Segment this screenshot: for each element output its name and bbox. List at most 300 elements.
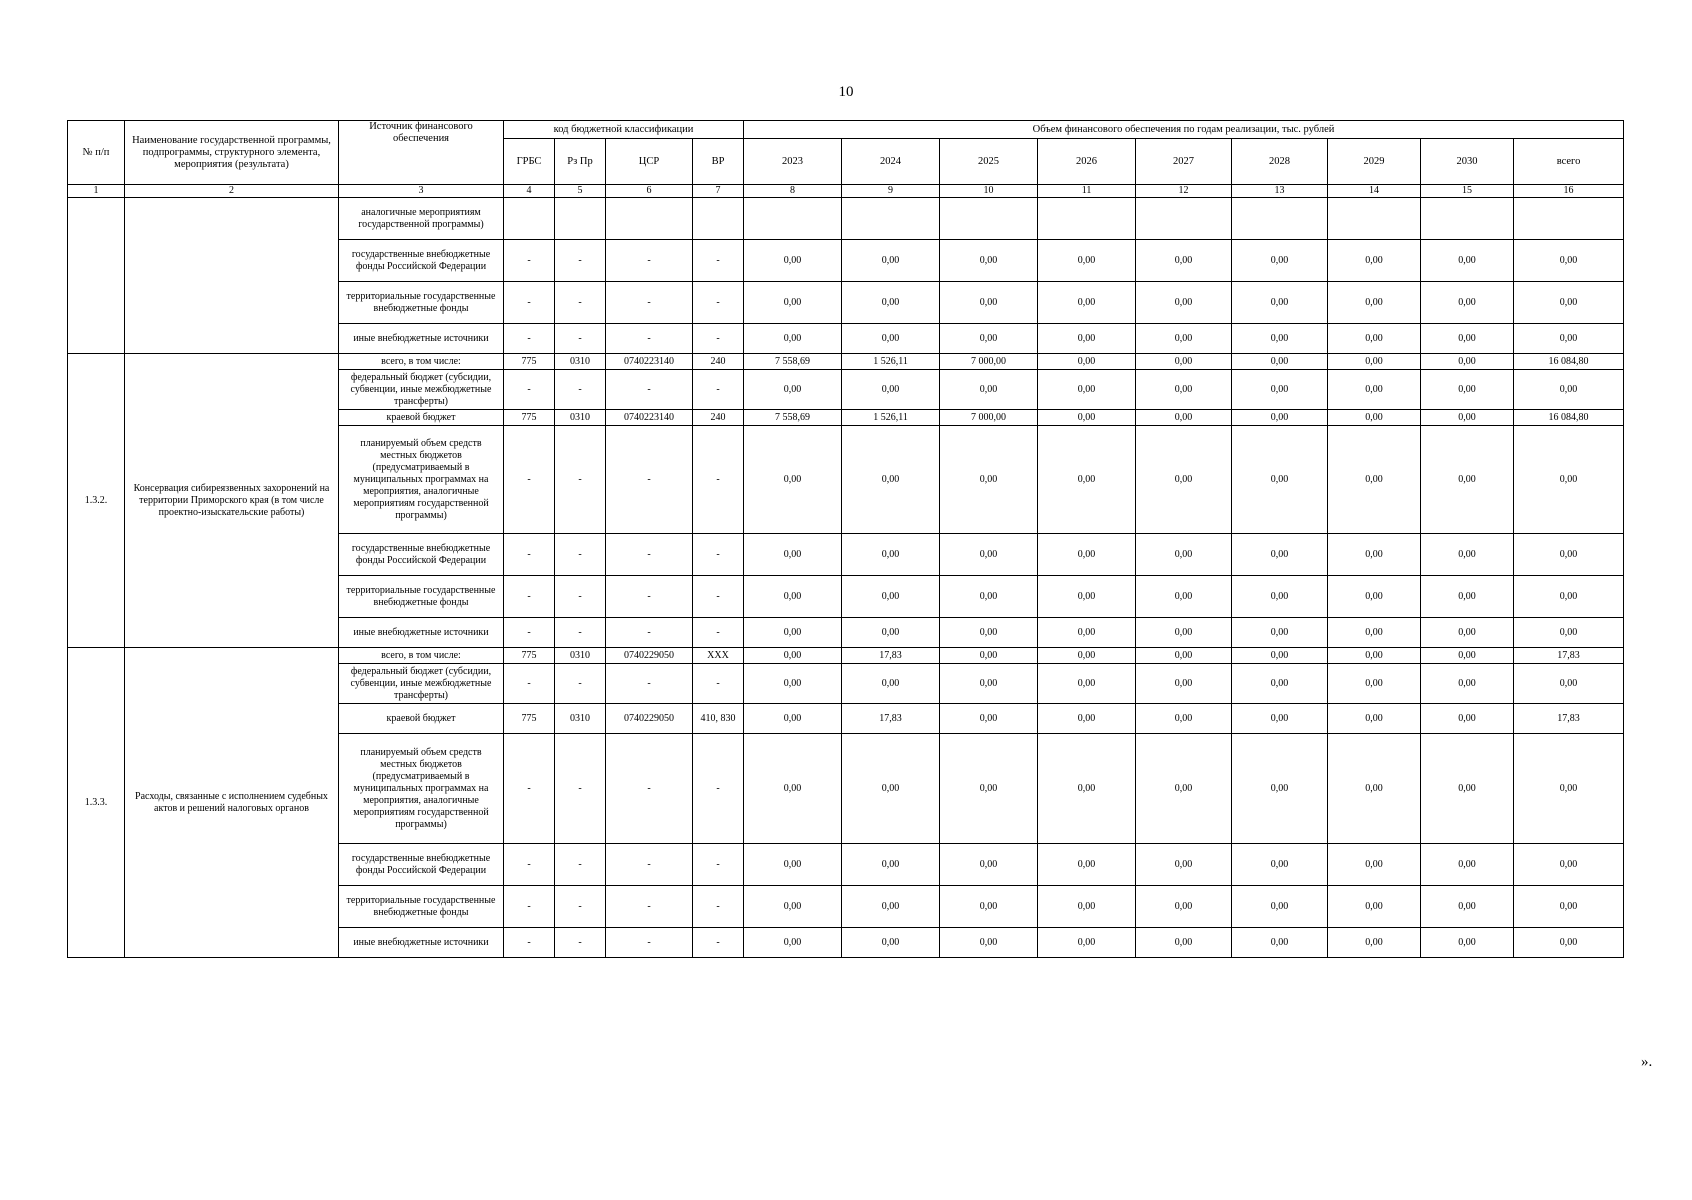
year-value: 0,00: [842, 426, 940, 534]
total-value: 0,00: [1514, 370, 1624, 410]
year-value: 0,00: [940, 704, 1038, 734]
year-value: 0,00: [1136, 576, 1232, 618]
year-value: 0,00: [1421, 576, 1514, 618]
year-value: 0,00: [744, 426, 842, 534]
item-name: Расходы, связанные с исполнением судебных актов и решений налоговых органов: [125, 648, 339, 958]
year-value: 0,00: [1421, 618, 1514, 648]
year-value: 0,00: [1038, 354, 1136, 370]
year-value: 0,00: [1421, 282, 1514, 324]
year-value: 0,00: [1328, 704, 1421, 734]
budget-code: 240: [693, 410, 744, 426]
total-value: 0,00: [1514, 664, 1624, 704]
budget-code: -: [504, 886, 555, 928]
budget-code: 0310: [555, 410, 606, 426]
header-year: 2023: [744, 139, 842, 185]
budget-code: 775: [504, 410, 555, 426]
year-value: 0,00: [1421, 240, 1514, 282]
budget-code: -: [606, 370, 693, 410]
funding-source: иные внебюджетные источники: [339, 928, 504, 958]
year-value: 0,00: [1232, 886, 1328, 928]
header-year: 2029: [1328, 139, 1421, 185]
budget-code: [606, 198, 693, 240]
year-value: 0,00: [1232, 324, 1328, 354]
budget-code: -: [693, 928, 744, 958]
year-value: 0,00: [1421, 886, 1514, 928]
year-value: 0,00: [1232, 354, 1328, 370]
year-value: 0,00: [744, 534, 842, 576]
year-value: 0,00: [1232, 576, 1328, 618]
year-value: 0,00: [1136, 844, 1232, 886]
budget-code: -: [693, 426, 744, 534]
year-value: 0,00: [1328, 370, 1421, 410]
budget-code: -: [693, 282, 744, 324]
budget-code: -: [555, 618, 606, 648]
budget-code: -: [504, 534, 555, 576]
year-value: 7 000,00: [940, 354, 1038, 370]
year-value: 0,00: [744, 664, 842, 704]
year-value: 0,00: [1328, 618, 1421, 648]
year-value: 0,00: [1328, 534, 1421, 576]
year-value: 0,00: [744, 576, 842, 618]
year-value: 0,00: [1421, 370, 1514, 410]
funding-source: краевой бюджет: [339, 410, 504, 426]
budget-code: -: [693, 886, 744, 928]
year-value: 0,00: [842, 928, 940, 958]
year-value: 0,00: [1232, 240, 1328, 282]
year-value: 0,00: [1136, 370, 1232, 410]
year-value: 1 526,11: [842, 354, 940, 370]
budget-code: 0310: [555, 704, 606, 734]
year-value: 0,00: [1328, 734, 1421, 844]
budget-code: -: [606, 534, 693, 576]
year-value: 0,00: [1038, 844, 1136, 886]
year-value: 7 558,69: [744, 354, 842, 370]
header-total: всего: [1514, 139, 1624, 185]
total-value: [1514, 198, 1624, 240]
year-value: 0,00: [1232, 410, 1328, 426]
year-value: 0,00: [1232, 370, 1328, 410]
year-value: 0,00: [1328, 410, 1421, 426]
budget-code: 0740229050: [606, 648, 693, 664]
funding-source: всего, в том числе:: [339, 354, 504, 370]
column-number: 5: [555, 185, 606, 198]
year-value: 0,00: [1421, 426, 1514, 534]
header-year: 2028: [1232, 139, 1328, 185]
budget-code: -: [693, 576, 744, 618]
table-row: [68, 198, 1624, 240]
year-value: 0,00: [1232, 844, 1328, 886]
year-value: 0,00: [1136, 240, 1232, 282]
year-value: 0,00: [744, 844, 842, 886]
year-value: 0,00: [1038, 324, 1136, 354]
page-number: 10: [838, 84, 854, 100]
year-value: 0,00: [842, 664, 940, 704]
header-year: 2025: [940, 139, 1038, 185]
year-value: 0,00: [842, 886, 940, 928]
year-value: 0,00: [940, 618, 1038, 648]
header-np: № п/п: [68, 121, 125, 185]
budget-code: 775: [504, 354, 555, 370]
year-value: 0,00: [1038, 576, 1136, 618]
total-value: 0,00: [1514, 618, 1624, 648]
budget-code: -: [555, 734, 606, 844]
header-vr: ВР: [693, 139, 744, 185]
year-value: 0,00: [1328, 886, 1421, 928]
year-value: 0,00: [1038, 734, 1136, 844]
year-value: 0,00: [1038, 240, 1136, 282]
total-value: 0,00: [1514, 844, 1624, 886]
funding-source: всего, в том числе:: [339, 648, 504, 664]
year-value: 0,00: [940, 534, 1038, 576]
column-number: 15: [1421, 185, 1514, 198]
funding-source: государственные внебюджетные фонды Российской Федерации: [339, 534, 504, 576]
budget-code: -: [504, 928, 555, 958]
column-number: 12: [1136, 185, 1232, 198]
budget-code: -: [504, 282, 555, 324]
total-value: 0,00: [1514, 282, 1624, 324]
budget-code: -: [693, 324, 744, 354]
header-year: 2027: [1136, 139, 1232, 185]
year-value: 0,00: [1421, 734, 1514, 844]
year-value: 0,00: [1421, 354, 1514, 370]
budget-code: -: [606, 734, 693, 844]
budget-code: XXX: [693, 648, 744, 664]
year-value: [1038, 198, 1136, 240]
year-value: 0,00: [1328, 426, 1421, 534]
total-value: 0,00: [1514, 534, 1624, 576]
column-number: 11: [1038, 185, 1136, 198]
year-value: 0,00: [842, 324, 940, 354]
budget-code: -: [693, 734, 744, 844]
column-number-row: [68, 185, 1624, 198]
year-value: 0,00: [842, 618, 940, 648]
year-value: 0,00: [1136, 354, 1232, 370]
year-value: 0,00: [1136, 410, 1232, 426]
year-value: 0,00: [1038, 282, 1136, 324]
year-value: 0,00: [1421, 648, 1514, 664]
year-value: 0,00: [842, 576, 940, 618]
budget-code: -: [693, 534, 744, 576]
year-value: 0,00: [1232, 734, 1328, 844]
column-number: 8: [744, 185, 842, 198]
year-value: 0,00: [940, 576, 1038, 618]
year-value: 0,00: [842, 240, 940, 282]
year-value: 0,00: [1328, 354, 1421, 370]
year-value: [1136, 198, 1232, 240]
year-value: 0,00: [744, 886, 842, 928]
total-value: 0,00: [1514, 576, 1624, 618]
budget-code: -: [606, 426, 693, 534]
total-value: 17,83: [1514, 704, 1624, 734]
header-year: 2026: [1038, 139, 1136, 185]
budget-code: -: [606, 282, 693, 324]
funding-source: государственные внебюджетные фонды Российской Федерации: [339, 240, 504, 282]
budget-code: -: [504, 370, 555, 410]
year-value: 0,00: [940, 324, 1038, 354]
budget-code: [555, 198, 606, 240]
year-value: 0,00: [940, 282, 1038, 324]
column-number: 13: [1232, 185, 1328, 198]
budget-code: 0740223140: [606, 354, 693, 370]
year-value: 0,00: [1038, 886, 1136, 928]
year-value: 0,00: [1136, 734, 1232, 844]
budget-code: -: [693, 664, 744, 704]
year-value: 0,00: [1038, 704, 1136, 734]
year-value: 0,00: [1038, 534, 1136, 576]
year-value: 0,00: [1421, 324, 1514, 354]
year-value: 0,00: [842, 734, 940, 844]
year-value: 0,00: [1038, 426, 1136, 534]
year-value: 0,00: [940, 734, 1038, 844]
budget-code: -: [504, 576, 555, 618]
year-value: 0,00: [1232, 928, 1328, 958]
funding-source: планируемый объем средств местных бюджетов (предусматриваемый в муниципальных программах на мероприятия, аналогичные мероприятиям государственной программы): [339, 426, 504, 534]
budget-code: 0740223140: [606, 410, 693, 426]
total-value: 0,00: [1514, 886, 1624, 928]
year-value: 0,00: [1038, 928, 1136, 958]
year-value: 0,00: [1038, 648, 1136, 664]
year-value: 1 526,11: [842, 410, 940, 426]
year-value: 0,00: [744, 324, 842, 354]
year-value: 0,00: [1232, 426, 1328, 534]
year-value: 0,00: [744, 704, 842, 734]
budget-code: -: [504, 734, 555, 844]
year-value: 0,00: [940, 370, 1038, 410]
year-value: 7 000,00: [940, 410, 1038, 426]
year-value: [1421, 198, 1514, 240]
item-number: [68, 198, 125, 354]
year-value: 0,00: [940, 426, 1038, 534]
year-value: 0,00: [940, 240, 1038, 282]
budget-code: -: [555, 534, 606, 576]
year-value: 0,00: [744, 648, 842, 664]
year-value: 0,00: [1328, 844, 1421, 886]
year-value: 17,83: [842, 648, 940, 664]
budget-code: -: [555, 576, 606, 618]
budget-code: -: [606, 576, 693, 618]
budget-code: 0310: [555, 648, 606, 664]
column-number: 7: [693, 185, 744, 198]
year-value: 0,00: [1421, 704, 1514, 734]
year-value: 0,00: [1038, 410, 1136, 426]
funding-source: федеральный бюджет (субсидии, субвенции, иные межбюджетные трансферты): [339, 664, 504, 704]
year-value: 0,00: [940, 844, 1038, 886]
year-value: 0,00: [1038, 618, 1136, 648]
year-value: 0,00: [1232, 664, 1328, 704]
budget-code: -: [555, 240, 606, 282]
year-value: 0,00: [1232, 618, 1328, 648]
year-value: 0,00: [1328, 240, 1421, 282]
year-value: 0,00: [744, 282, 842, 324]
item-name: [125, 198, 339, 354]
budget-code: -: [606, 324, 693, 354]
budget-code: -: [555, 324, 606, 354]
total-value: 0,00: [1514, 734, 1624, 844]
budget-code: 775: [504, 704, 555, 734]
year-value: 0,00: [1136, 618, 1232, 648]
year-value: 0,00: [842, 534, 940, 576]
budget-code: [693, 198, 744, 240]
header-year: 2024: [842, 139, 940, 185]
header-bk-group: код бюджетной классификации: [504, 121, 744, 139]
budget-code: -: [555, 282, 606, 324]
budget-code: -: [606, 240, 693, 282]
table-row: [68, 354, 1624, 370]
budget-code: -: [555, 844, 606, 886]
budget-code: 410, 830: [693, 704, 744, 734]
budget-table: [67, 120, 1624, 958]
year-value: 0,00: [744, 370, 842, 410]
year-value: 0,00: [940, 886, 1038, 928]
year-value: 0,00: [1328, 928, 1421, 958]
column-number: 14: [1328, 185, 1421, 198]
budget-code: -: [606, 844, 693, 886]
budget-code: -: [693, 370, 744, 410]
year-value: 0,00: [1136, 704, 1232, 734]
budget-code: -: [555, 886, 606, 928]
funding-source: государственные внебюджетные фонды Российской Федерации: [339, 844, 504, 886]
year-value: 0,00: [744, 618, 842, 648]
header-csr: ЦСР: [606, 139, 693, 185]
total-value: 0,00: [1514, 928, 1624, 958]
budget-code: 0310: [555, 354, 606, 370]
year-value: 0,00: [744, 928, 842, 958]
funding-source: федеральный бюджет (субсидии, субвенции, иные межбюджетные трансферты): [339, 370, 504, 410]
year-value: 0,00: [940, 648, 1038, 664]
item-number: 1.3.2.: [68, 354, 125, 648]
year-value: 0,00: [842, 282, 940, 324]
budget-code: -: [504, 324, 555, 354]
budget-code: -: [555, 664, 606, 704]
budget-code: [504, 198, 555, 240]
column-number: 9: [842, 185, 940, 198]
year-value: 0,00: [940, 928, 1038, 958]
year-value: 0,00: [1232, 534, 1328, 576]
budget-code: -: [504, 664, 555, 704]
header-name: Наименование государственной программы, подпрограммы, структурного элемента, мероприятия (результата): [125, 121, 339, 185]
year-value: 0,00: [1421, 928, 1514, 958]
year-value: 0,00: [1038, 370, 1136, 410]
budget-code: -: [555, 928, 606, 958]
year-value: 0,00: [1328, 648, 1421, 664]
total-value: 16 084,80: [1514, 354, 1624, 370]
year-value: 0,00: [842, 370, 940, 410]
year-value: 0,00: [1136, 664, 1232, 704]
budget-code: -: [555, 426, 606, 534]
column-number: 3: [339, 185, 504, 198]
year-value: [1328, 198, 1421, 240]
table-row: [68, 648, 1624, 664]
funding-source: планируемый объем средств местных бюджетов (предусматриваемый в муниципальных программах на мероприятия, аналогичные мероприятиям государственной программы): [339, 734, 504, 844]
budget-code: -: [606, 928, 693, 958]
budget-code: 775: [504, 648, 555, 664]
table-body: [68, 198, 1624, 958]
item-name: Консервация сибиреязвенных захоронений на территории Приморского края (в том числе проектно-изыскательские работы): [125, 354, 339, 648]
year-value: 0,00: [1232, 704, 1328, 734]
header-volume-group: Объем финансового обеспечения по годам реализации, тыс. рублей: [744, 121, 1624, 139]
column-number: 6: [606, 185, 693, 198]
column-number: 2: [125, 185, 339, 198]
funding-source: территориальные государственные внебюджетные фонды: [339, 576, 504, 618]
funding-source: краевой бюджет: [339, 704, 504, 734]
budget-code: 240: [693, 354, 744, 370]
column-number: 4: [504, 185, 555, 198]
total-value: 0,00: [1514, 324, 1624, 354]
item-number: 1.3.3.: [68, 648, 125, 958]
year-value: [1232, 198, 1328, 240]
column-number: 1: [68, 185, 125, 198]
budget-code: -: [693, 618, 744, 648]
year-value: [940, 198, 1038, 240]
year-value: 0,00: [1136, 886, 1232, 928]
year-value: 0,00: [1421, 534, 1514, 576]
header-grbs: ГРБС: [504, 139, 555, 185]
header-rzpr: Рз Пр: [555, 139, 606, 185]
year-value: 0,00: [1136, 534, 1232, 576]
budget-code: -: [693, 240, 744, 282]
year-value: 0,00: [1038, 664, 1136, 704]
funding-source: территориальные государственные внебюджетные фонды: [339, 282, 504, 324]
year-value: 0,00: [1136, 928, 1232, 958]
budget-code: -: [693, 844, 744, 886]
year-value: 0,00: [1136, 426, 1232, 534]
year-value: 0,00: [1421, 410, 1514, 426]
year-value: 0,00: [1328, 282, 1421, 324]
year-value: 0,00: [1421, 664, 1514, 704]
year-value: 0,00: [744, 734, 842, 844]
year-value: 0,00: [1328, 324, 1421, 354]
year-value: 0,00: [1232, 282, 1328, 324]
budget-code: -: [504, 618, 555, 648]
funding-source: территориальные государственные внебюджетные фонды: [339, 886, 504, 928]
total-value: 0,00: [1514, 426, 1624, 534]
year-value: 0,00: [1136, 324, 1232, 354]
budget-code: -: [504, 426, 555, 534]
budget-code: -: [504, 844, 555, 886]
funding-source: аналогичные мероприятиям государственной программы): [339, 198, 504, 240]
header-year: 2030: [1421, 139, 1514, 185]
year-value: 0,00: [1232, 648, 1328, 664]
funding-source: иные внебюджетные источники: [339, 618, 504, 648]
year-value: 0,00: [1136, 282, 1232, 324]
column-number: 16: [1514, 185, 1624, 198]
total-value: 17,83: [1514, 648, 1624, 664]
budget-code: -: [606, 886, 693, 928]
year-value: 0,00: [744, 240, 842, 282]
budget-code: -: [504, 240, 555, 282]
year-value: 0,00: [842, 844, 940, 886]
budget-code: -: [606, 618, 693, 648]
total-value: 16 084,80: [1514, 410, 1624, 426]
budget-code: -: [555, 370, 606, 410]
year-value: [842, 198, 940, 240]
closing-quote: ».: [1641, 1054, 1653, 1070]
funding-source: иные внебюджетные источники: [339, 324, 504, 354]
year-value: 0,00: [1421, 844, 1514, 886]
year-value: 0,00: [940, 664, 1038, 704]
header-source: Источник финансового обеспечения: [339, 121, 504, 185]
year-value: 7 558,69: [744, 410, 842, 426]
year-value: 0,00: [1328, 664, 1421, 704]
budget-code: -: [606, 664, 693, 704]
year-value: 0,00: [1136, 648, 1232, 664]
column-number: 10: [940, 185, 1038, 198]
year-value: 17,83: [842, 704, 940, 734]
budget-code: 0740229050: [606, 704, 693, 734]
total-value: 0,00: [1514, 240, 1624, 282]
year-value: 0,00: [1328, 576, 1421, 618]
year-value: [744, 198, 842, 240]
